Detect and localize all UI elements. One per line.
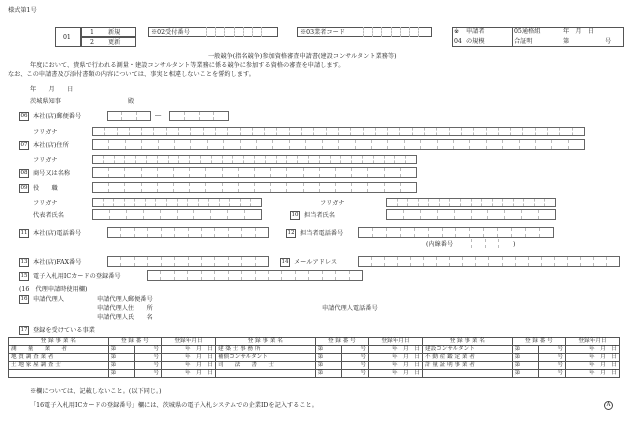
form-id: 様式第1号 — [8, 7, 37, 14]
company-input[interactable] — [92, 167, 417, 178]
stamp-mark: A — [604, 401, 613, 410]
table-cell: 年 月 日 — [369, 346, 423, 354]
type-code: 01 — [63, 34, 71, 41]
table-cell: 第 — [108, 370, 135, 378]
table-cell: 号 — [342, 370, 369, 378]
table-cell: 年 月 日 — [369, 370, 423, 378]
table-cell: 号 — [539, 362, 566, 370]
table-cell: 年 月 日 — [566, 354, 620, 362]
contact-name-input[interactable] — [386, 209, 556, 220]
new-option[interactable]: 1 新規 — [81, 27, 136, 37]
intro-1: 年度において、貴県で行われる測量・建設コンサルタント等業務に係る競争に参加する資格の審査を申請します。 — [30, 62, 345, 69]
table-cell: 号 — [342, 354, 369, 362]
honorific: 殿 — [128, 98, 135, 105]
table-cell — [9, 370, 109, 378]
table-cell: 建設コンサルタント — [422, 346, 512, 354]
table-row — [9, 362, 620, 370]
fax-input[interactable] — [107, 256, 269, 267]
table-cell: 年 月 日 — [369, 354, 423, 362]
table-cell: 第 — [108, 346, 135, 354]
table-cell: 測 量 業 者 — [9, 346, 109, 354]
table-cell: 計 量 証 明 事 業 者 — [422, 362, 512, 370]
table-cell: 第 — [315, 362, 342, 370]
table-cell: 不 動 産 鑑 定 業 者 — [422, 354, 512, 362]
table-cell: 年 月 日 — [369, 362, 423, 370]
table-cell: 補償コンサルタント — [215, 354, 315, 362]
extension-input[interactable] — [459, 239, 511, 248]
email-input[interactable] — [358, 256, 620, 267]
registration-table: 登 録 事 業 名 登 録 番 号 登録年月日 登 録 事 業 名 登 録 番 号 登録年月日 登 録 事 業 名 登 録 番 号 登録年月日 測 量 業 者 第 号 年 月 日 建 築 士 事 務 所 第 号 年 月 日 建設コンサルタント 第 号 年 月 日 地 質 調 査 業 者 第 号 年 月 日 補償コンサルタント 第 号 年 月 日 不 動 産 鑑 定 業 者 第 号 年 月 日 土 地 家 屋 調 査 士 第 号 年 月 日 司 法 書 士 第 号 年 月 日 計 量 証 明 事 業 者 第 号 年 月 日 第 号 年 月 日 第 号 年 月 日 第 号 年 月 日 — [8, 337, 620, 378]
table-cell: 第 — [315, 370, 342, 378]
table-cell: 年 月 日 — [566, 362, 620, 370]
table-cell: 第 — [512, 354, 539, 362]
table-row — [9, 346, 620, 354]
table-cell: 号 — [135, 354, 162, 362]
table-cell: 第 — [512, 370, 539, 378]
table-cell: 年 月 日 — [162, 354, 216, 362]
vendor-grid — [355, 27, 427, 37]
intro-2: なお、この申請書及び添付書類の内容については、事実と相違しないことを誓約します。 — [8, 71, 255, 78]
note-2: 「16電子入札用ICカードの登録番号」欄には、茨城県の電子入札システムでの企業IDを記入すること。 — [30, 402, 318, 409]
table-cell: 年 月 日 — [566, 346, 620, 354]
vendor-code-label: ※03業者コード — [300, 29, 345, 36]
date-line: 年 月 日 — [30, 86, 74, 93]
type-code-box — [55, 27, 81, 47]
table-cell: 号 — [342, 362, 369, 370]
contact-phone-input[interactable] — [358, 227, 554, 238]
postal-input-1[interactable] — [107, 111, 151, 121]
table-row — [9, 370, 620, 378]
table-cell: 号 — [539, 370, 566, 378]
table-cell: 年 月 日 — [162, 362, 216, 370]
hq-phone-input[interactable] — [107, 227, 269, 238]
table-cell: 地 質 調 査 業 者 — [9, 354, 109, 362]
table-cell: 年 月 日 — [566, 370, 620, 378]
table-cell: 号 — [539, 346, 566, 354]
table-cell: 第 — [315, 354, 342, 362]
address-furigana-input[interactable] — [92, 127, 585, 136]
receipt-grid — [198, 27, 270, 37]
table-cell: 建 築 士 事 務 所 — [215, 346, 315, 354]
receipt-label: ※02受付番号 — [151, 29, 190, 36]
agent-note: (16 代理申請時使用欄) — [19, 286, 88, 293]
rep-furigana-input[interactable] — [92, 198, 262, 207]
note-1: ※欄については、記載しないこと。(以下同じ。) — [30, 388, 162, 395]
table-cell: 司 法 書 士 — [215, 362, 315, 370]
table-cell: 年 月 日 — [162, 370, 216, 378]
table-cell: 第 — [512, 362, 539, 370]
title-input[interactable] — [92, 182, 417, 193]
table-cell: 第 — [315, 346, 342, 354]
addressee: 茨城県知事 — [30, 98, 61, 105]
form-title: 一般競争(指名競争)参加資格審査申請書(建設コンサルタント業務等) — [208, 53, 397, 60]
table-cell: 土 地 家 屋 調 査 士 — [9, 362, 109, 370]
contact-furigana-input[interactable] — [386, 198, 556, 207]
ic-card-input[interactable] — [147, 270, 363, 281]
postal-input-2[interactable] — [169, 111, 229, 121]
company-furigana-input[interactable] — [92, 155, 417, 164]
table-cell — [215, 370, 315, 378]
table-row — [9, 354, 620, 362]
address-input[interactable] — [92, 139, 585, 150]
table-cell — [422, 370, 512, 378]
table-cell: 号 — [135, 370, 162, 378]
update-option[interactable]: 2 更新 — [81, 37, 136, 47]
table-cell: 第 — [512, 346, 539, 354]
table-cell: 号 — [135, 362, 162, 370]
table-cell: 第 — [108, 362, 135, 370]
table-cell: 第 — [108, 354, 135, 362]
table-cell: 号 — [539, 354, 566, 362]
table-cell: 号 — [342, 346, 369, 354]
table-cell: 号 — [135, 346, 162, 354]
table-cell: 年 月 日 — [162, 346, 216, 354]
rep-name-input[interactable] — [92, 209, 262, 220]
